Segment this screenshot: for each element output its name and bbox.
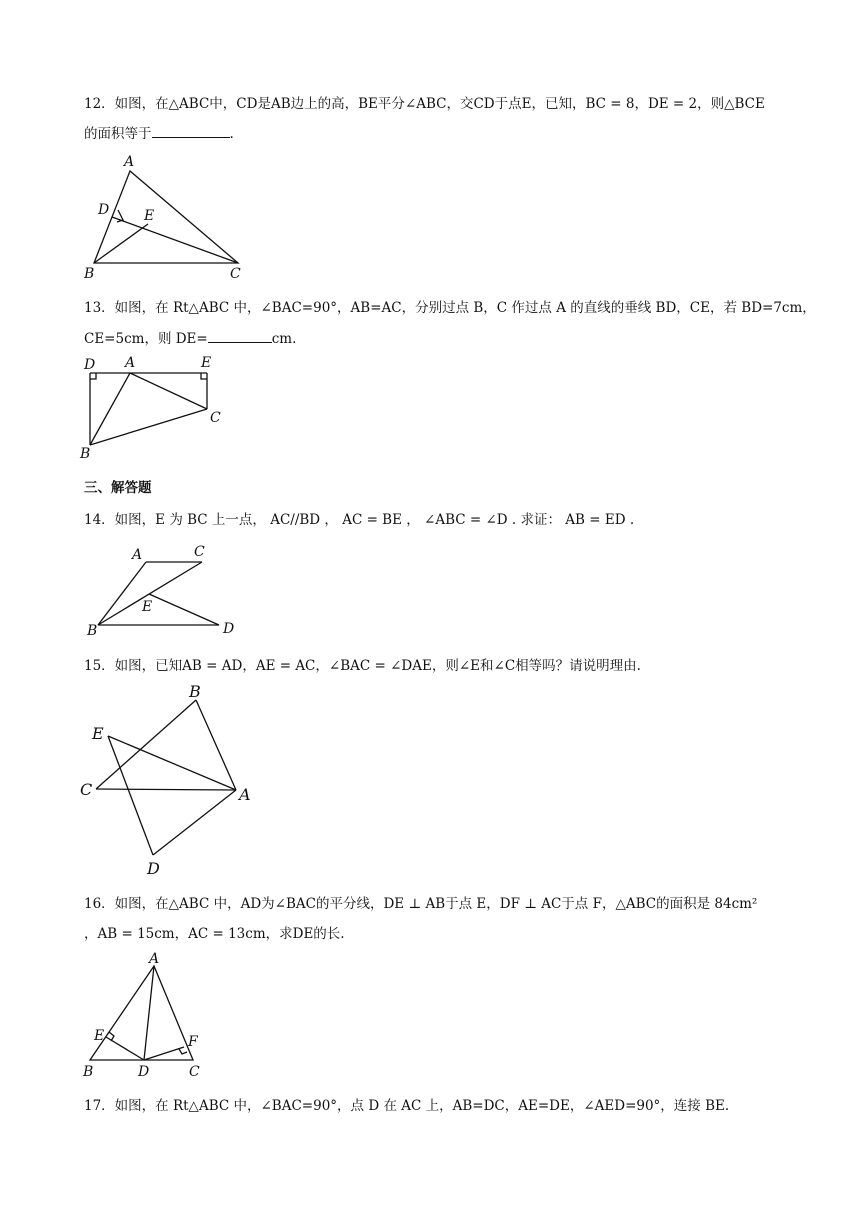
q15-segment-ad	[153, 790, 236, 855]
q16-right-angle-f	[179, 1049, 187, 1054]
q13-label-b: B	[80, 446, 91, 462]
q12-label-e: E	[144, 208, 155, 224]
q12-label-a: A	[124, 154, 135, 170]
q14-label-e: E	[142, 599, 153, 615]
q15-figure	[78, 680, 268, 880]
q15-segment-ab	[196, 700, 236, 790]
q13-right-angle-e	[201, 373, 207, 379]
q12-label-b: B	[84, 266, 95, 282]
q12-label-c: C	[230, 266, 241, 282]
q12-segment-cd	[112, 217, 238, 263]
q14-segment-ed	[149, 594, 219, 625]
q16-text-line1: 16．如图，在△ABC 中，AD为∠BAC的平分线，DE ⊥ AB于点 E，DF ⊥ AC于点 F，△ABC的面积是 84cm²	[84, 896, 758, 912]
q13-text-line2	[84, 327, 296, 347]
q14-label-d: D	[223, 621, 235, 637]
q12-figure	[80, 152, 260, 282]
q15-label-b: B	[189, 682, 201, 701]
q14-segment-ab	[98, 562, 146, 625]
q15-text: 15．如图，已知AB = AD，AE = AC，∠BAC = ∠DAE，则∠E和∠C相等吗？请说明理由.	[84, 658, 641, 674]
q16-label-c: C	[189, 1064, 200, 1080]
q14-segment-bc	[98, 562, 202, 625]
q15-segment-ca	[96, 789, 236, 790]
q14-label-a: A	[132, 547, 143, 563]
q15-label-e: E	[92, 724, 104, 743]
q16-label-b: B	[83, 1064, 94, 1080]
q13-right-angle-d	[90, 373, 96, 379]
q16-label-d: D	[138, 1064, 150, 1080]
q14-text: 14．如图，E 为 BC 上一点， AC//BD ， AC = BE ， ∠ABC = ∠D . 求证： AB = ED .	[84, 512, 635, 528]
q13-answer-blank[interactable]	[208, 330, 272, 343]
q15-label-d: D	[147, 859, 160, 878]
q13-segment-ac	[130, 373, 207, 409]
q16-label-f: F	[188, 1034, 198, 1050]
q12-text-line2-start: 的面积等于	[84, 126, 152, 142]
q16-figure	[80, 950, 220, 1080]
q14-label-b: B	[87, 623, 98, 639]
q13-label-c: C	[210, 410, 221, 426]
q15-segment-ed	[108, 736, 153, 855]
q13-label-e: E	[201, 355, 212, 371]
q13-label-d: D	[84, 357, 96, 373]
q14-figure	[82, 538, 252, 638]
q13-text-line2-end: cm.	[271, 331, 297, 347]
q12-triangle-abc	[94, 171, 238, 263]
q17-text: 17．如图，在 Rt△ABC 中，∠BAC=90°，点 D 在 AC 上，AB=DC，AE=DE，∠AED=90°，连接 BE.	[84, 1098, 730, 1114]
q16-segment-df	[144, 1047, 184, 1060]
q16-label-e: E	[94, 1028, 105, 1044]
q16-text-line2: ，AB = 15cm，AC = 13cm，求DE的长.	[84, 926, 345, 942]
q15-label-a: A	[239, 785, 251, 804]
q12-label-d: D	[98, 202, 110, 218]
q13-label-a: A	[125, 355, 136, 371]
q15-segment-ea	[108, 736, 236, 790]
q12-text-line1: 12．如图，在△ABC中，CD是AB边上的高，BE平分∠ABC，交CD于点E，已知，BC = 8，DE = 2，则△BCE	[84, 96, 765, 112]
q12-text-line2	[84, 122, 234, 142]
q16-segment-ad	[144, 966, 154, 1060]
q14-label-c: C	[194, 544, 205, 560]
q13-figure	[80, 354, 240, 464]
q13-text-line2-start: CE=5cm，则 DE=	[84, 331, 208, 347]
section-heading: 三、解答题	[84, 480, 152, 496]
q12-answer-blank[interactable]	[152, 125, 230, 138]
q15-label-c: C	[80, 780, 93, 799]
q13-text-line1: 13．如图，在 Rt△ABC 中，∠BAC=90°，AB=AC，分别过点 B，C 作过点 A 的直线的垂线 BD，CE，若 BD=7cm，	[84, 300, 816, 316]
q12-text-line2-end: .	[229, 126, 234, 142]
q16-label-a: A	[149, 951, 160, 967]
q16-triangle-abc	[90, 966, 193, 1060]
